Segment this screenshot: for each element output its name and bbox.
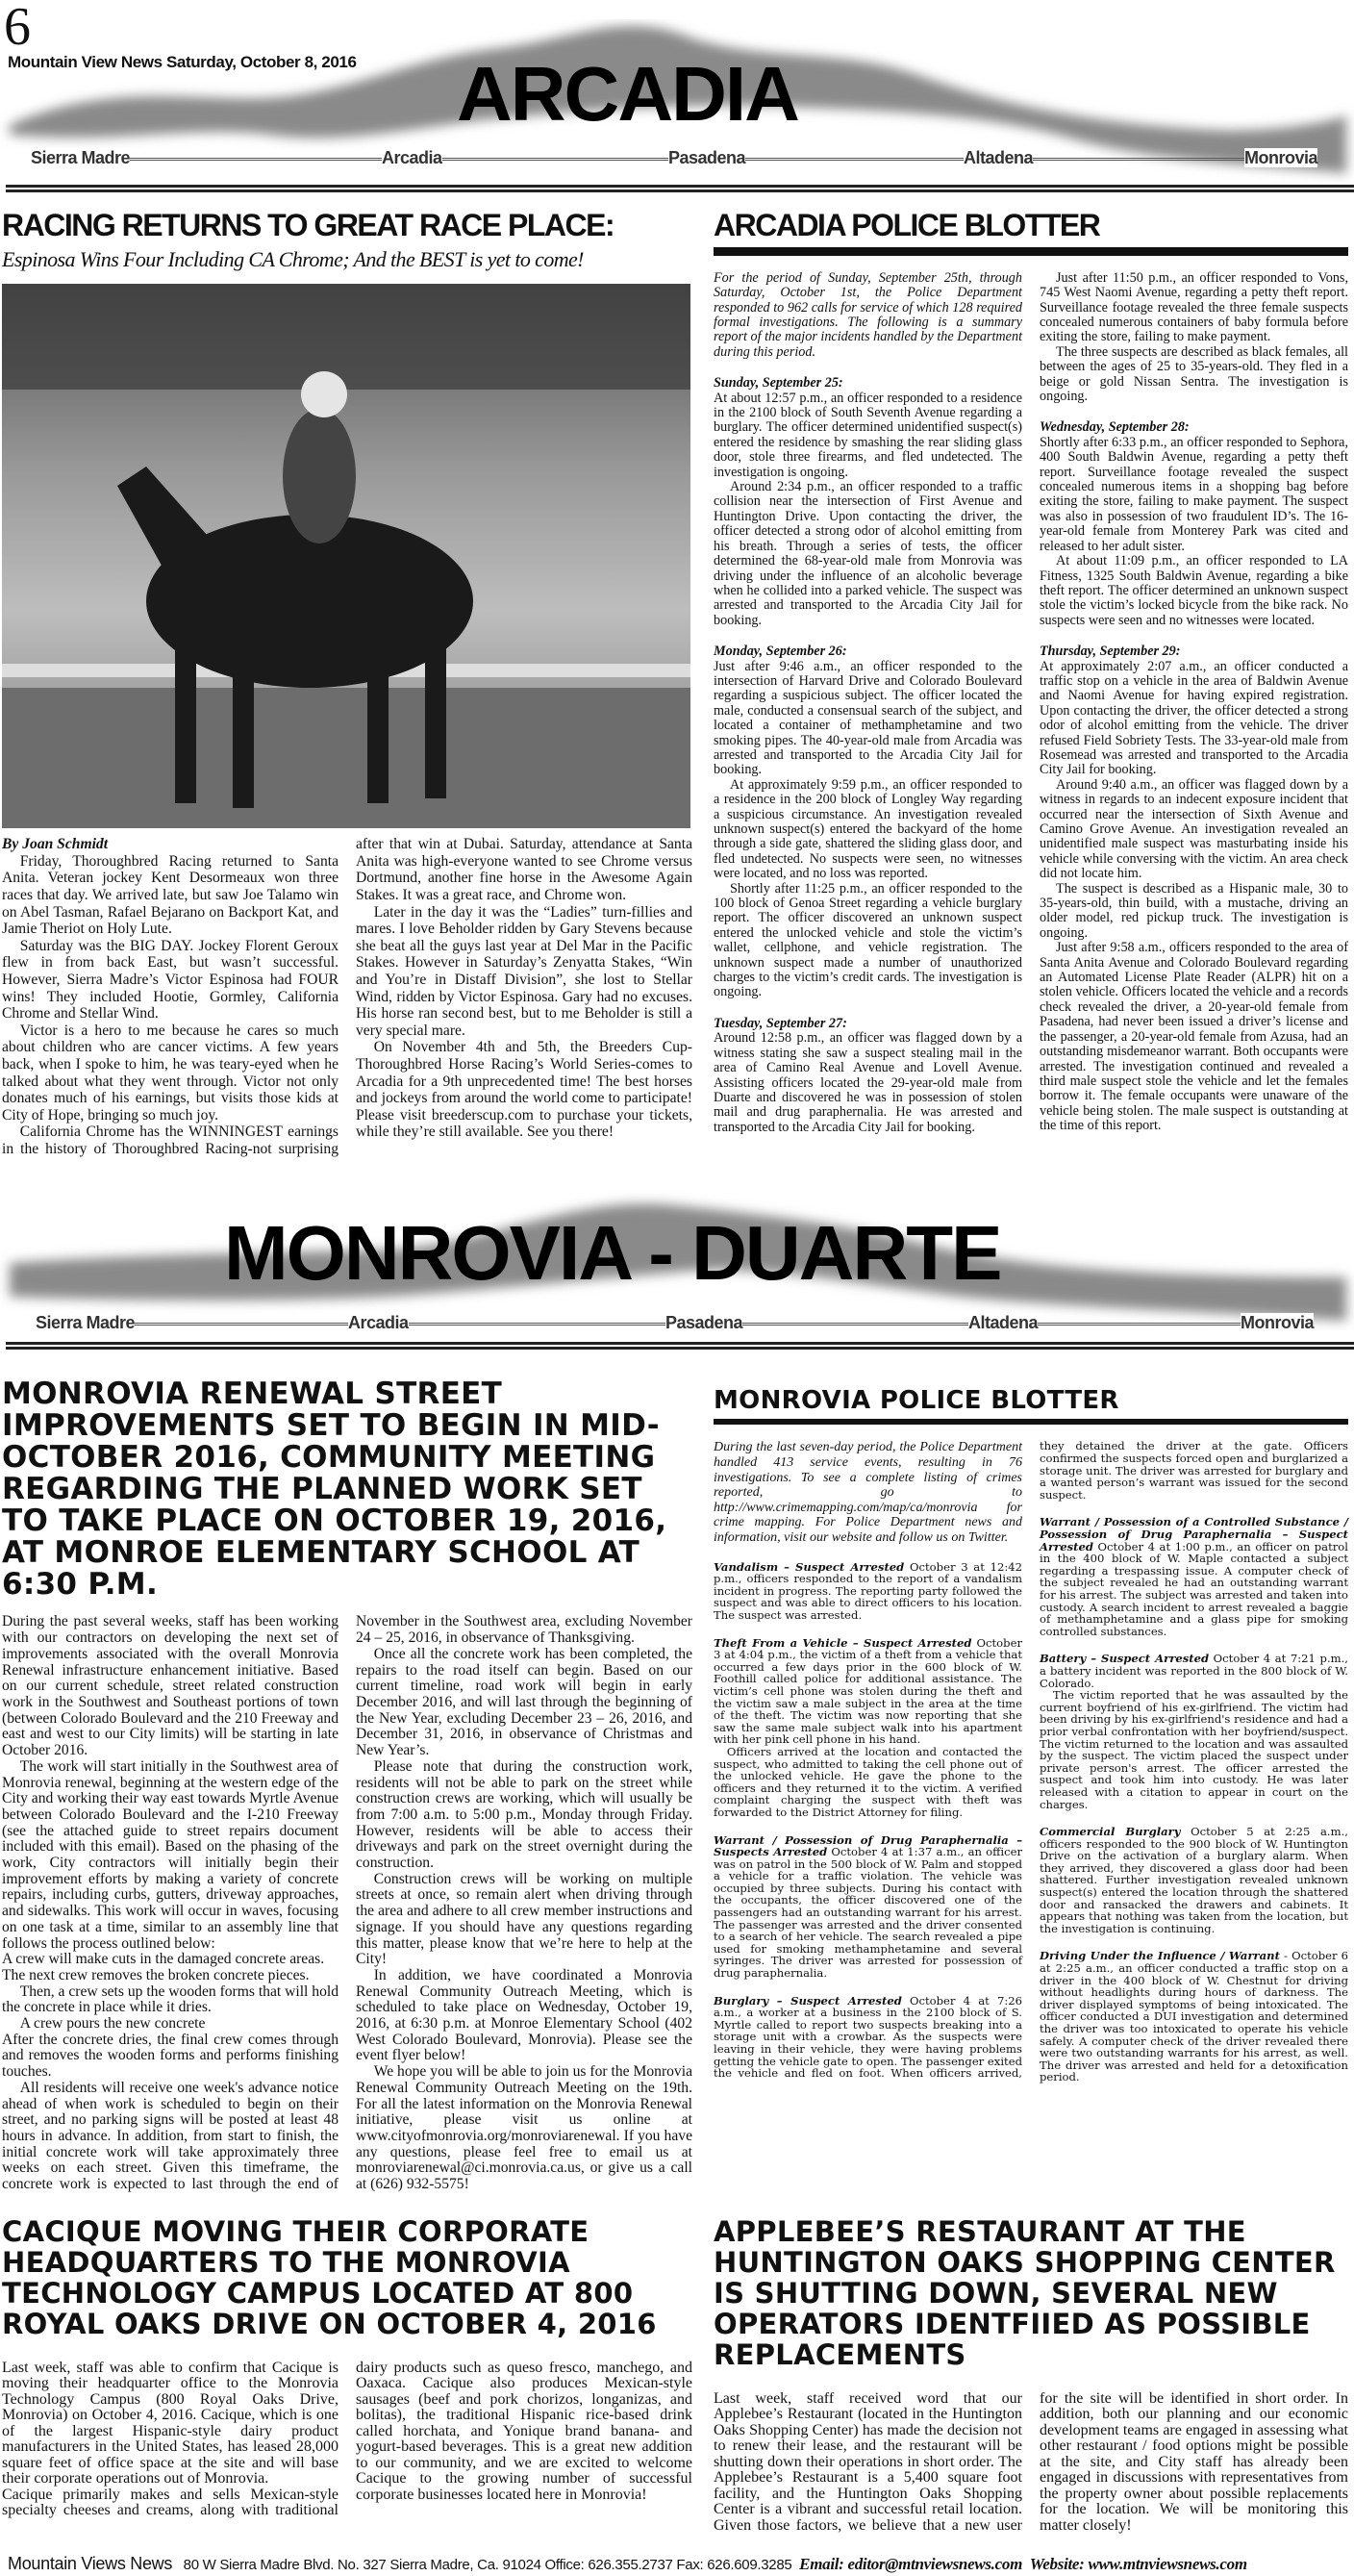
paragraph-text: Construction crews will be working on multiple streets at once, so remain alert when driving through the area and adhere to all crew member instructions and signage. If you should have any questions regarding this matter, please know that we’re here to help at the City! xyxy=(356,1870,692,1968)
monrovia-blotter-headline: MONROVIA POLICE BLOTTER xyxy=(714,1386,1119,1416)
paragraph-text: October 4 at 1:00 p.m., an officer on patrol in the 400 block of W. Maple contacted a subject regarding a trespassing issue. A computer check of the subject revealed he had an outstanding warrant for his arrest. The subject was arrested and taken into custody. A search incident to arrest revealed a baggie of methamphetamine and a glass pipe for smoking controlled substances. xyxy=(1040,1539,1348,1638)
paragraph-text: Just after 11:50 p.m., an officer responded to Vons, 745 West Naomi Avenue, regarding a petty theft report. Surveillance footage revealed the three female suspects concealed numerous containers of baby formula before exiting the store, failing to make payment. xyxy=(1040,269,1348,345)
page-number: 6 xyxy=(4,0,31,57)
town-label: Arcadia xyxy=(382,148,442,167)
paragraph-text: Officers arrived at the location and contacted the suspect, who admitted to taking the cell phone out of the unlocked vehicle. He gave the phone to the officers and they returned it to the victim. A verified complaint charging the suspect with theft was forwarded to the District Attorney for filing. xyxy=(714,1744,1022,1819)
cacique-headline: CACIQUE MOVING THEIR CORPORATE HEADQUARTERS TO THE MONROVIA TECHNOLOGY CAMPUS LOCATED AT 800 ROYAL OAKS DRIVE ON OCTOBER 4, 2016 xyxy=(2,2214,657,2340)
paragraph xyxy=(2,2033,338,2081)
paragraph-text: A crew will make cuts in the damaged concrete areas. xyxy=(2,1951,325,1968)
paragraph-text: At about 11:09 p.m., an officer responded to LA Fitness, 1325 South Baldwin Avenue, regarding a bike theft report. The officer determined an unknown suspect stole the victim’s locked bicycle from the bike rack. No suspects were seen and no witnesses were located. xyxy=(1040,553,1348,628)
incident-title: Warrant / Possession of a Controlled Substance / Possession of Drug Paraphernalia – Suspect Arrested xyxy=(1040,1515,1348,1553)
paragraph xyxy=(1040,778,1348,882)
cacique-body xyxy=(2,2361,692,2519)
paragraph xyxy=(714,2391,1348,2535)
racing-headline: RACING RETURNS TO GREAT RACE PLACE: xyxy=(2,208,614,242)
paragraph xyxy=(2,2361,338,2488)
paragraph xyxy=(2,1952,338,1968)
paragraph-text: After the concrete dries, the final crew comes through and removes the wooden forms and performs finishing touches. xyxy=(2,2031,338,2081)
paragraph-text: At about 12:57 p.m., an officer responded to a residence in the 2100 block of South Seventh Avenue regarding a burglary. The officer determined unidentified suspect(s) entered the residence by smashing the rear sliding glass door, stole three firearms, and fled undetected. The investigation is ongoing. xyxy=(714,390,1022,480)
paragraph xyxy=(356,2064,692,2193)
paragraph-text: The suspect is described as a Hispanic male, 30 to 35-years-old, thin build, with a mustache, driving an older model, red pickup truck. The investigation is ongoing. xyxy=(1040,880,1348,941)
paragraph-text: Shortly after 11:25 p.m., an officer responded to the 100 block of Genoa Street regarding a vehicle burglary report. The officer discovered an unknown suspect entered the unlocked vehicle and stole the victim’s wallet, cellphone, and vehicle registration. The unknown suspect made a number of unauthorized charges to the victim’s credit cards. The investigation is ongoing. xyxy=(714,880,1022,1000)
town-label: Monrovia xyxy=(1241,1313,1315,1333)
town-label: Altadena xyxy=(968,1313,1039,1333)
paragraph-text: All residents will receive one week's advance notice ahead of when work is scheduled to begin on their street, and no parking signs will be posted at least 48 hours in advance. In addition, from start to finish, the initial concrete work will take approximately three weeks on each street. Given this timeframe, the concrete work is expected to last through the end of November in the Southwest area, excluding November 24 – 25, 2016, in observance of Thanksgiving. xyxy=(2,1613,692,2193)
section-divider xyxy=(6,1342,1354,1350)
paragraph xyxy=(356,1759,692,1872)
arcadia-banner xyxy=(0,0,1354,198)
paragraph-text: October 3 at 4:04 p.m., the victim of a theft from a vehicle that occurred a few days prior in the 600 block of W. Foothill called police for additional assistance. The victim’s cell phone was stolen during the theft and the victim saw a male subject in the area at the time of the theft. The victim was now reporting that she saw the same male subject walk into his apartment with her pink cell phone in his hand. xyxy=(714,1635,1022,1747)
footer-website[interactable]: Website: www.mtnviewsnews.com xyxy=(1029,2555,1247,2574)
town-label: Pasadena xyxy=(668,148,746,167)
arcadia-blotter xyxy=(714,198,1348,1157)
headline-rule xyxy=(714,247,1348,256)
paragraph xyxy=(356,1872,692,1968)
section-title-arcadia: ARCADIA xyxy=(457,51,798,137)
paragraph xyxy=(356,1968,692,2064)
town-label: Monrovia xyxy=(1244,148,1318,167)
subheading: Sunday, September 25: xyxy=(714,375,843,391)
paragraph-text: At approximately 9:59 p.m., an officer responded to a residence in the 200 block of Longley Way regarding a suspicious circumstance. An investigation revealed unknown suspect(s) entered the backyard of the home through a side gate, shattered the sliding glass door, and fled undetected. No suspects were seen, no witnesses were located, and no loss was reported. xyxy=(714,776,1022,882)
paragraph xyxy=(356,1039,692,1141)
subheading: Wednesday, September 28: xyxy=(1040,419,1190,436)
footer-email[interactable]: Email: editor@mtnviewsnews.com xyxy=(799,2555,1022,2574)
paragraph xyxy=(1040,436,1348,554)
paragraph-text: We hope you will be able to join us for the Monrovia Renewal Community Outreach Meeting on the 19th. For all the latest information on the Monrovia Renewal initiative, please visit us online at www.cityofmonrovia.org/monroviarenewal. If you have any questions, please feel free to email us at monroviarenewal@ci.monrovia.ca.us, or give us a call at (626) 932-5575! xyxy=(356,2063,692,2193)
paragraph xyxy=(714,778,1022,882)
section-title-monrovia-duarte: MONROVIA - DUARTE xyxy=(224,1210,1001,1297)
paragraph-text: Around 9:40 a.m., an officer was flagged down by a witness in regards to an indecent exposure incident that occurred near the intersection of Sixth Avenue and Camino Grove Avenue. An investigation revealed an unidentified male suspect was masturbating inside his vehicle while conversing with the victim. An area check did not locate him. xyxy=(1040,776,1348,882)
incident-title: Vandalism – Suspect Arrested xyxy=(714,1559,905,1574)
paragraph-text: Just after 9:58 a.m., officers responded to the area of Santa Anita Avenue and Colorado Boulevard regarding an Automated License Plate Reader (ALPR) hit on a stolen vehicle. Officers located the vehicle and a records check revealed the driver, a 20-year-old female from Pasadena, had never been issued a driver’s license and the passenger, a 20-year-old female from Azusa, had an outstanding misdemeanor warrant. Both occupants were arrested. The investigation continued and revealed a third male suspect stole the vehicle and let the females borrow it. The female occupants were unaware of the vehicle being stolen. The male suspect is outstanding at the time of this report. xyxy=(1040,940,1348,1134)
paragraph xyxy=(1040,882,1348,942)
town-label: Sierra Madre xyxy=(36,1313,136,1333)
paragraph xyxy=(714,391,1022,480)
paragraph xyxy=(714,1746,1022,1819)
paragraph xyxy=(714,480,1022,628)
paragraph-text: Please note that during the construction work, residents will not be able to park on the street while construction crews are working, which will usually be from 7:00 a.m. to 5:00 p.m., Monday through Friday. However, residents will be able to access their driveways and park on the street overnight during the construction. xyxy=(356,1757,692,1872)
paragraph-text: Around 12:58 p.m., an officer was flagged down by a witness stating she saw a suspect stealing mail in the area of Camino Real Avenue and Lovell Avenue. Assisting officers located the 29-year-old male from Duarte and discovered he was in possession of stolen mail and drug paraphernalia. He was arrested and transported to the Arcadia City Jail for booking. xyxy=(714,1030,1022,1135)
paragraph-text: - October 6 at 2:25 a.m., an officer conducted a traffic stop on a driver in the 400 block of W. Chestnut for driving without headlights during hours of darkness. The driver displayed symptoms of being intoxicated. The officer conducted a DUI investigation and determined the driver was too intoxicated to operate his vehicle safely. A computer check of the driver revealed there were two outstanding warrants for his arrest, as well. The driver was arrested and held for a detoxification period. xyxy=(1040,1949,1348,2084)
paragraph xyxy=(2,1614,338,1758)
footer-address: 80 W Sierra Madre Blvd. No. 327 Sierra Madre, Ca. 91024 Office: 626.355.2737 Fax: 626.609.3285 xyxy=(183,2557,792,2574)
subheading: Thursday, September 29: xyxy=(1040,644,1181,660)
intro-paragraph: During the last seven-day period, the Police Department handled 413 service events, resulting in 76 investigations. To see a complete listing of crimes reported, go to http://www.crimemapping.com/map/ca/monrovia for crime mapping. For Police Department news and information, visit our website and follow us on Twitter. xyxy=(714,1440,1022,1546)
paragraph xyxy=(1040,345,1348,405)
town-label: Arcadia xyxy=(348,1313,409,1333)
paragraph xyxy=(714,660,1022,778)
arcadia-blotter-body xyxy=(714,271,1348,1135)
paragraph-text: October 4 at 1:37 a.m., an officer was on patrol in the 500 block of W. Palm and stopped a vehicle for a traffic violation. The vehicle was occupied by three subjects. During his contact with the occupants, the officer discovered one of the passengers had an outstanding warrant for his arrest. The passenger was arrested and the driver consented to a search of her vehicle. The search revealed a pipe used for smoking methamphetamine and several syringes. The driver was arrested for possession of drug paraphernalia. xyxy=(714,1845,1023,1981)
paragraph-text: At approximately 2:07 a.m., an officer conducted a traffic stop on a vehicle in the area of Baldwin Avenue and Naomi Avenue for having expired registration. Upon contacting the driver, the officer detected a strong odor of alcohol emitting from the vehicle. The driver refused Field Sobriety Tests. The 33-year-old male from Rosemead was arrested and transported to the Arcadia City Jail for booking. xyxy=(1040,658,1348,778)
paragraph xyxy=(2,1968,338,1984)
paragraph-text: The victim reported that he was assaulted by the current boyfriend of his ex-girlfriend. The victim had been driving by his ex-girlfriend's residence and had a prior verbal confrontation with her boyfriend/suspect. The victim returned to the location and was assaulted by the suspect. The victim placed the suspect under private person's arrest. The officer arrested the suspect and took him into custody. He was later released with a citation to appear in court on the charges. xyxy=(1040,1688,1348,1811)
paragraph-text: October 4 at 7:21 p.m., a battery incident was reported in the 800 block of W. Colorado. xyxy=(1040,1652,1348,1690)
racing-body xyxy=(2,836,692,1157)
paragraph xyxy=(356,904,692,1040)
intro-paragraph: For the period of Sunday, September 25th, through Saturday, October 1st, the Police Department responded to 962 calls for service of which 128 required formal investigations. The following is a summary report of the major incidents handled by the Department during this period. xyxy=(714,269,1023,360)
paragraph xyxy=(2,938,338,1023)
bottom-row xyxy=(0,2193,1354,2535)
incident-title: Battery – Suspect Arrested xyxy=(1040,1652,1210,1666)
paragraph-text: In addition, we have coordinated a Monrovia Renewal Community Outreach Meeting, which is scheduled to take place on Wednesday, October 19, 2016, at 6:30 p.m. at Monroe Elementary School (402 West Colorado Boulevard, Monrovia). Please see the event flyer below! xyxy=(356,1966,692,2064)
paragraph xyxy=(2,1759,338,1952)
towns-bar xyxy=(29,1311,1327,1334)
paragraph xyxy=(714,1834,1022,1980)
paragraph-text: Once all the concrete work has been completed, the repairs to the road itself can begin. Based on our current timeline, road work will begin in early December 2016, and will last through the beginning of the New Year, excluding December 23 – 26, 2016, and December 31, 2016, in observance of Christmas and New Year’s. xyxy=(356,1645,692,1759)
monrovia-banner xyxy=(0,1176,1354,1369)
paragraph xyxy=(1040,1653,1348,1689)
paragraph xyxy=(714,1031,1022,1135)
paragraph xyxy=(1040,941,1348,1133)
paragraph xyxy=(2,2016,338,2033)
renewal-body xyxy=(2,1614,692,2192)
paragraph xyxy=(2,853,338,938)
paragraph-text: Last week, staff was able to confirm that Cacique is moving their headquarter office to the Monrovia Technology Campus (800 Royal Oaks Drive, Monrovia) on October 4, 2016. Cacique, which is one of the largest Hispanic-style dairy product manufacturers in the United States, has leased 28,000 square feet of office space at the site and will base their corporate operations out of Monrovia. xyxy=(2,2359,338,2488)
applebees-body xyxy=(714,2391,1348,2535)
arcadia-blotter-headline: ARCADIA POLICE BLOTTER xyxy=(714,208,1100,242)
incident-title: Commercial Burglary xyxy=(1040,1825,1181,1839)
footer xyxy=(8,2553,1346,2575)
towns-bar xyxy=(29,146,1327,169)
horse-jockey-image xyxy=(2,284,690,828)
paragraph-text: Victor is a hero to me because he cares so much about children who are cancer victims. A few years back, when I spoke to him, he was teary-eyed when he talked about what they went through. Victor not only donates much of his earnings, but visits those kids at City of Hope, bringing so much joy. xyxy=(2,1022,338,1124)
cacique-article xyxy=(2,2193,692,2535)
headline-rule xyxy=(714,1419,1348,1425)
paragraph-text: During the past several weeks, staff has been working with our contractors on developing the next set of improvements associated with the overall Monrovia Renewal infrastructure enhancement initiative. Based on our current schedule, street related construction work in the Southwest and Southeast portions of town (between Colorado Boulevard and the 210 Freeway and east and west to our City limits) will be starting in late October 2016. xyxy=(2,1613,338,1759)
town-label: Pasadena xyxy=(665,1313,743,1333)
masthead: Mountain View News Saturday, October 8, 2016 xyxy=(8,53,357,71)
paragraph xyxy=(1040,1826,1348,1934)
renewal-headline: MONROVIA RENEWAL STREET IMPROVEMENTS SET TO BEGIN IN MID-OCTOBER 2016, COMMUNITY MEETING REGARDING THE PLANNED WORK SET TO TAKE PLACE ON OCTOBER 19, 2016, AT MONROE ELEMENTARY SCHOOL AT 6:30 P.M. xyxy=(2,1376,667,1603)
paragraph-text: The work will start initially in the Southwest area of Monrovia renewal, beginning at the western edge of the City and working their way east towards Myrtle Avenue between Colorado Boulevard and the I-210 Freeway (see the attached guide to street repairs document included with this email). Based on the phasing of the work, City contractors will initially begin their improvement efforts by making a variety of concrete repairs, including curbs, gutters, driveway approaches, and sidewalks. This work will occur in waves, focusing on one task at a time, similar to an assembly line that follows the process outlined below: xyxy=(2,1757,338,1952)
monrovia-row xyxy=(0,1369,1354,2192)
paragraph-text: A crew pours the new concrete xyxy=(19,2015,206,2033)
subheading: By Joan Schmidt xyxy=(2,836,109,853)
incident-title: Driving Under the Influence / Warrant xyxy=(1040,1949,1280,1963)
paragraph-text: October 5 at 2:25 a.m., officers responded to the 900 block of W. Huntington Drive on the activation of a burglary alarm. When they arrived, they discovered a glass door had been shattered. Further investigation revealed unknown suspect(s) entered the location through the shattered door and ransacked the drawers and cabinets. It appears that nothing was taken from the location, but the investigation is continuing. xyxy=(1040,1825,1348,1935)
subheading: Tuesday, September 27: xyxy=(714,1015,847,1031)
paragraph-text: October 4 at 7:26 a.m., a worker at a business in the 2100 block of S. Myrtle called to report two suspects breaking into a storage unit with a crowbar. As the suspects were leaving in their vehicle, they were having problems getting the vehicle gate to open. The passenger exited the vehicle and fled on foot. When officers arrived, they detained the driver at the gate. Officers confirmed the suspects forced open and burglarized a storage unit. The driver was arrested for burglary and a wanted person’s warrant was issued for the second suspect. xyxy=(714,1439,1348,2081)
paragraph-text: Then, a crew sets up the wooden forms that will hold the concrete in place while it dries. xyxy=(2,1983,339,2016)
paragraph-text: Shortly after 6:33 p.m., an officer responded to Sephora, 400 South Baldwin Avenue, regarding a petty theft report. Surveillance footage revealed the suspect concealed numerous items in a shopping bag before exiting the store, failing to make payment. The suspect was also in possession of two fraudulent ID’s. The 16-year-old female from Monterey Park was cited and released to her adult sister. xyxy=(1040,434,1348,554)
paragraph xyxy=(2,1023,338,1124)
paragraph-text: October 3 at 12:42 p.m., officers responded to the report of a vandalism incident in progress. The reporting party followed the suspect and was able to direct officers to his location. The suspect was arrested. xyxy=(714,1559,1023,1622)
paragraph-text: The next crew removes the broken concrete pieces. xyxy=(2,1966,310,1983)
subheading: Monday, September 26: xyxy=(714,644,847,660)
paragraph-text: Last week, staff received word that our Applebee’s Restaurant (located in the Huntington Oaks Shopping Center) has made the decision not to renew their lease, and the restaurant will be shutting down their operations in short order. The Applebee’s Restaurant is a 5,400 square foot facility, and the Huntington Oaks Shopping Center is a vibrant and successful retail location. Given those factors, we believe that a new user for the site will be identified in short order. In addition, both our planning and our economic development teams are engaged in assessing what other restaurant / food options might be possible at the site, and City staff has already been engaged in discussions with representatives from the property owner about possible replacements for the location. We will be monitoring this matter closely! xyxy=(714,2389,1348,2534)
footer-paper-name: Mountain Views News xyxy=(8,2554,173,2574)
racing-article xyxy=(2,198,692,1157)
paragraph xyxy=(714,1637,1022,1746)
section-divider xyxy=(6,185,1354,192)
paragraph xyxy=(714,882,1022,1000)
paragraph xyxy=(356,1647,692,1759)
paragraph-text: California Chrome has the WINNINGEST earnings in the history of Thoroughbred Racing-not surprising after that win at Dubai. Saturday, attendance at Santa Anita was high-everyone wanted to see Chrome versus Dortmund, another fine horse in the Awesome Again Stakes. It was a great race, and Chrome won. xyxy=(2,836,692,1157)
paragraph xyxy=(1040,1689,1348,1810)
paragraph xyxy=(1040,1516,1348,1637)
town-label: Altadena xyxy=(964,148,1034,167)
applebees-article xyxy=(714,2193,1348,2535)
monrovia-blotter xyxy=(714,1369,1348,2192)
paragraph xyxy=(714,1561,1022,1622)
monrovia-blotter-body xyxy=(714,1440,1348,2084)
paragraph-text: On November 4th and 5th, the Breeders Cup-Thoroughbred Horse Racing’s World Series-comes to Arcadia for a 9th unprecedented time! The best horses and jockeys from around the world come to participate! Please visit breederscup.com to purchase your tickets, while they’re still available. See you there! xyxy=(356,1039,692,1141)
paragraph-text: Later in the day it was the “Ladies” turn-fillies and mares. I love Beholder ridden by Gary Stevens because she beat all the guys last year at Del Mar in the Pacific Stakes. However in Saturday’s Zenyatta Stakes, “Win and You’re in Distaff Division”, she lost to Stellar Wind, ridden by Victor Espinosa. Gary had no excuses. His horse ran second best, but to me Beholder is still a very special mare. xyxy=(356,903,692,1039)
racing-subhead: Espinosa Wins Four Including CA Chrome; And the BEST is yet to come! xyxy=(2,246,584,271)
renewal-article xyxy=(2,1369,692,2192)
racing-photo xyxy=(2,284,690,828)
arcadia-row xyxy=(0,198,1354,1157)
incident-title: Warrant / Possession of Drug Paraphernalia – Suspects Arrested xyxy=(714,1832,1022,1859)
paragraph-text: Saturday was the BIG DAY. Jockey Florent Geroux flew in from back East, but wasn’t successful. However, Sierra Madre’s Victor Espinosa had FOUR wins! They included Hootie, Gormley, California Chrome and Stellar Wind. xyxy=(2,937,338,1023)
paragraph-text: Friday, Thoroughbred Racing returned to Santa Anita. Veteran jockey Kent Desormeaux won three races that day. We arrived late, but saw Joe Talamo win on Abel Tasman, Rafael Bejarano on Backport Kat, and Jamie Theriot on Holy Lute. xyxy=(2,852,338,938)
town-label: Sierra Madre xyxy=(31,148,131,167)
incident-title: Theft From a Vehicle – Suspect Arrested xyxy=(714,1635,972,1650)
paragraph-text: Around 2:34 p.m., an officer responded to a traffic collision near the intersection of First Avenue and Huntington Drive. Upon contacting the driver, the officer detected a strong odor of alcohol emitting from his breath. Through a series of tests, the officer determined the 68-year-old male from Monrovia was driving under the influence of an alcoholic beverage when he collided into a parked vehicle. The suspect was arrested and transported to the Arcadia City Jail for booking. xyxy=(714,479,1022,628)
paragraph xyxy=(1040,1950,1348,2084)
incident-title: Burglary – Suspect Arrested xyxy=(714,1993,902,2008)
paragraph-text: The three suspects are described as black females, all between the ages of 25 to 35-years-old. They fled in a beige or gold Nissan Sentra. The investigation is ongoing. xyxy=(1040,343,1348,405)
paragraph-text: Cacique primarily makes and sells Mexican-style specialty cheeses and creams, along with traditional dairy products such as queso fresco, manchego, and Oaxaca. Cacique also produces Mexican-style sausages (beef and pork chorizos, longanizas, and bolitas), the traditional Hispanic rice-based drink called horchata, and Yonique brand banana- and yogurt-based beverages. This is a great new addition to our community, and we are excited to welcome Cacique to the growing number of successful corporate businesses located here in Monrovia! xyxy=(2,2359,692,2519)
paragraph xyxy=(1040,271,1348,345)
applebees-headline: APPLEBEE’S RESTAURANT AT THE HUNTINGTON OAKS SHOPPING CENTER IS SHUTTING DOWN, SEVERAL NEW OPERATORS IDENTFIIED AS POSSIBLE REPLACEMENTS xyxy=(714,2214,1336,2371)
paragraph xyxy=(2,1984,338,2016)
paragraph xyxy=(1040,554,1348,628)
paragraph xyxy=(1040,660,1348,778)
paragraph-text: Just after 9:46 a.m., an officer responded to the intersection of Harvard Drive and Colorado Boulevard regarding a suspicious subject. The officer located the male, conducted a consensual search of the subject, and located a container of methamphetamine and two smoking pipes. The 40-year-old male from Arcadia was arrested and transported to the Arcadia City Jail for booking. xyxy=(714,658,1022,778)
